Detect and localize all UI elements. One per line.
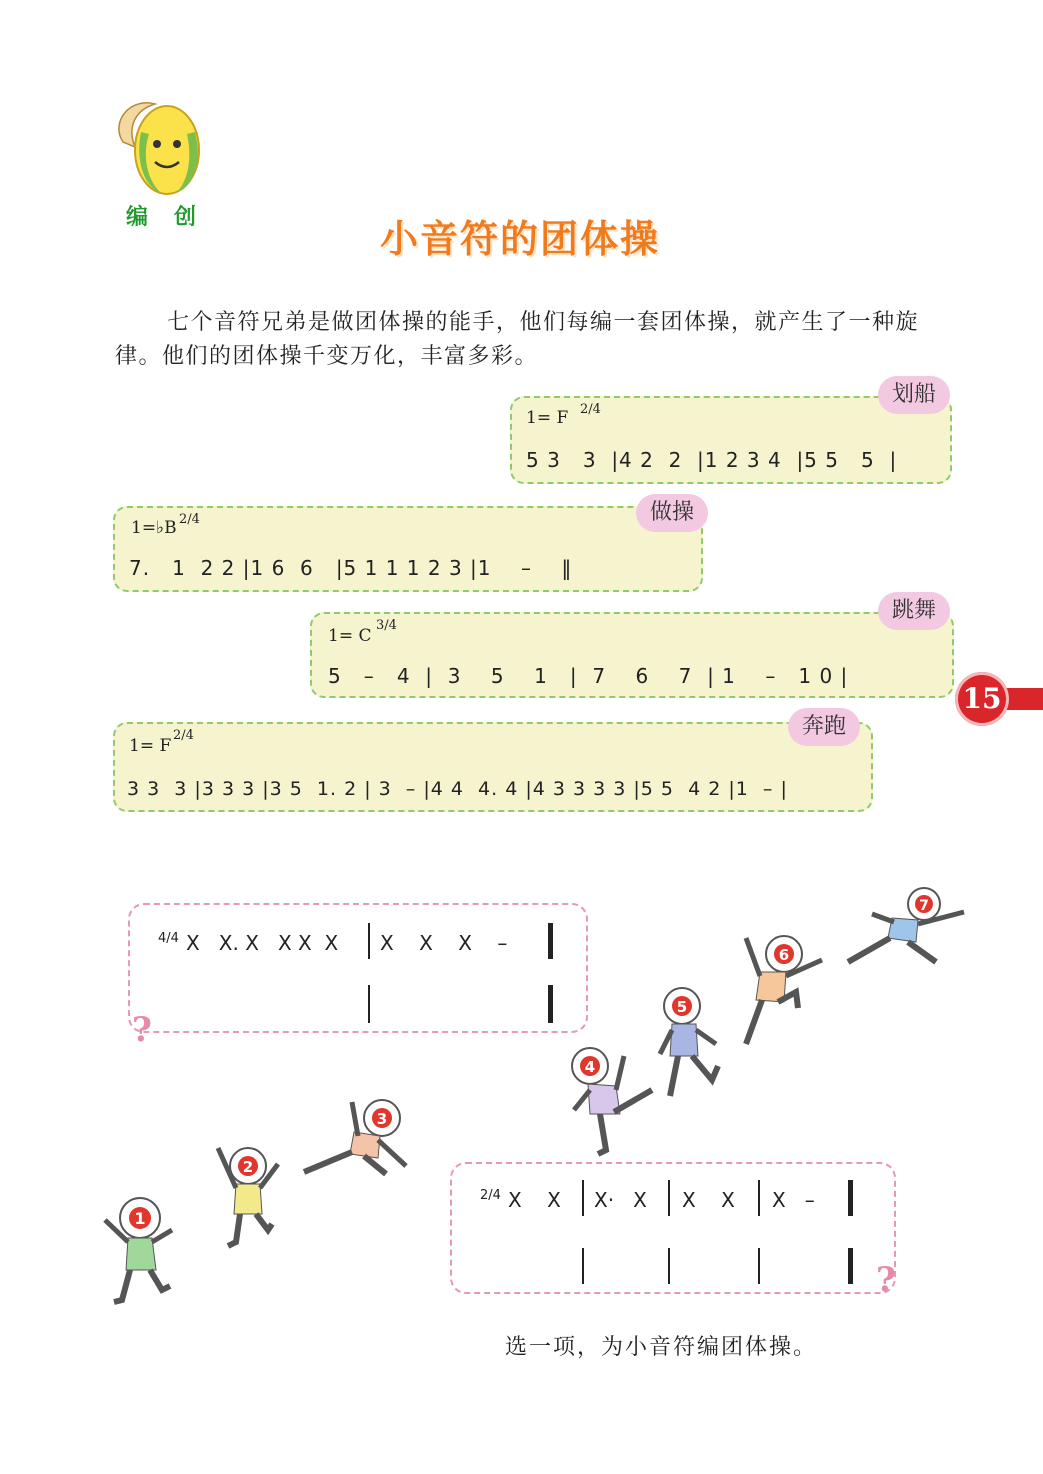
time-signature: 4/4: [158, 931, 179, 946]
svg-text:3: 3: [376, 1110, 388, 1128]
key-signature: 1= F: [129, 736, 172, 756]
melody-panel-dance: [310, 612, 954, 698]
key-signature: 1= F: [526, 408, 569, 428]
time-signature: 2/4: [480, 1188, 501, 1203]
time-signature: 2/4: [580, 402, 601, 417]
question-mark-icon: ?: [876, 1260, 896, 1300]
rhythm-pattern: X X: [682, 1188, 735, 1212]
rhythm-pattern: X X: [508, 1188, 561, 1212]
bar-line: [668, 1180, 670, 1216]
note-character-5: [652, 984, 742, 1134]
bar-line: [582, 1248, 584, 1284]
bar-line: [668, 1248, 670, 1284]
rhythm-box-2-4: [450, 1162, 896, 1294]
note-character-6: [736, 932, 826, 1082]
time-signature: 2/4: [173, 728, 194, 743]
melody-tag-running: 奔跑: [788, 708, 860, 746]
key-signature: 1=♭B: [131, 518, 177, 538]
svg-text:4: 4: [584, 1058, 596, 1076]
end-bar-line: [548, 985, 553, 1023]
rhythm-box-4-4: [128, 903, 588, 1033]
note-character-3: [294, 1096, 418, 1186]
svg-text:2: 2: [242, 1158, 254, 1176]
page-title: 小音符的团体操: [380, 217, 661, 261]
end-bar-line: [848, 1248, 853, 1284]
melody-notes: 3 3 3 |3 3 3 |3 5 1. 2 | 3 – |4 4 4. 4 |4 3 3 3 3 |5 5 4 2 |1 – |: [127, 778, 788, 800]
svg-text:6: 6: [778, 946, 790, 964]
svg-text:5: 5: [676, 998, 688, 1016]
svg-text:7: 7: [919, 898, 929, 914]
melody-tag-exercise: 做操: [636, 494, 708, 532]
section-label: 编创: [126, 205, 223, 230]
bar-line: [368, 985, 370, 1023]
melody-tag-dance: 跳舞: [878, 592, 950, 630]
time-signature: 2/4: [179, 512, 200, 527]
rhythm-pattern: X X. X X X X: [186, 931, 339, 955]
bar-line: [758, 1180, 760, 1216]
note-character-7: [838, 886, 968, 972]
melody-panel-exercise: [113, 506, 703, 592]
note-character-1: [100, 1190, 190, 1340]
rhythm-pattern: X X X –: [380, 931, 508, 955]
melody-notes: 5 – 4 | 3 5 1 | 7 6 7 | 1 – 1 0 |: [328, 664, 849, 688]
note-character-4: [566, 1044, 656, 1194]
melody-notes: 5 3 3 |4 2 2 |1 2 3 4 |5 5 5 |: [526, 448, 898, 472]
rhythm-pattern: X –: [772, 1188, 815, 1212]
intro-paragraph: 七个音符兄弟是做团体操的能手，他们每编一套团体操，就产生了一种旋律。他们的团体操千变万化，丰富多彩。: [115, 310, 920, 369]
melody-panel-running: [113, 722, 873, 812]
end-bar-line: [848, 1180, 853, 1216]
bar-line: [758, 1248, 760, 1284]
question-mark-icon: ?: [132, 1010, 152, 1050]
corn-mascot-icon: [105, 92, 215, 202]
character-number: 1: [134, 1209, 146, 1228]
end-bar-line: [548, 923, 553, 959]
rhythm-pattern: X· X: [594, 1188, 647, 1212]
melody-notes: 7. 1 2 2 |1 6 6 |5 1 1 1 2 3 |1 – ‖: [129, 556, 573, 580]
melody-tag-rowing: 划船: [878, 376, 950, 414]
page-number: 15: [955, 672, 1009, 726]
key-signature: 1= C: [328, 626, 372, 646]
time-signature: 3/4: [376, 618, 397, 633]
note-character-2: [206, 1144, 296, 1294]
bar-line: [368, 923, 370, 959]
instruction-footer: 选一项，为小音符编团体操。: [505, 1335, 818, 1360]
